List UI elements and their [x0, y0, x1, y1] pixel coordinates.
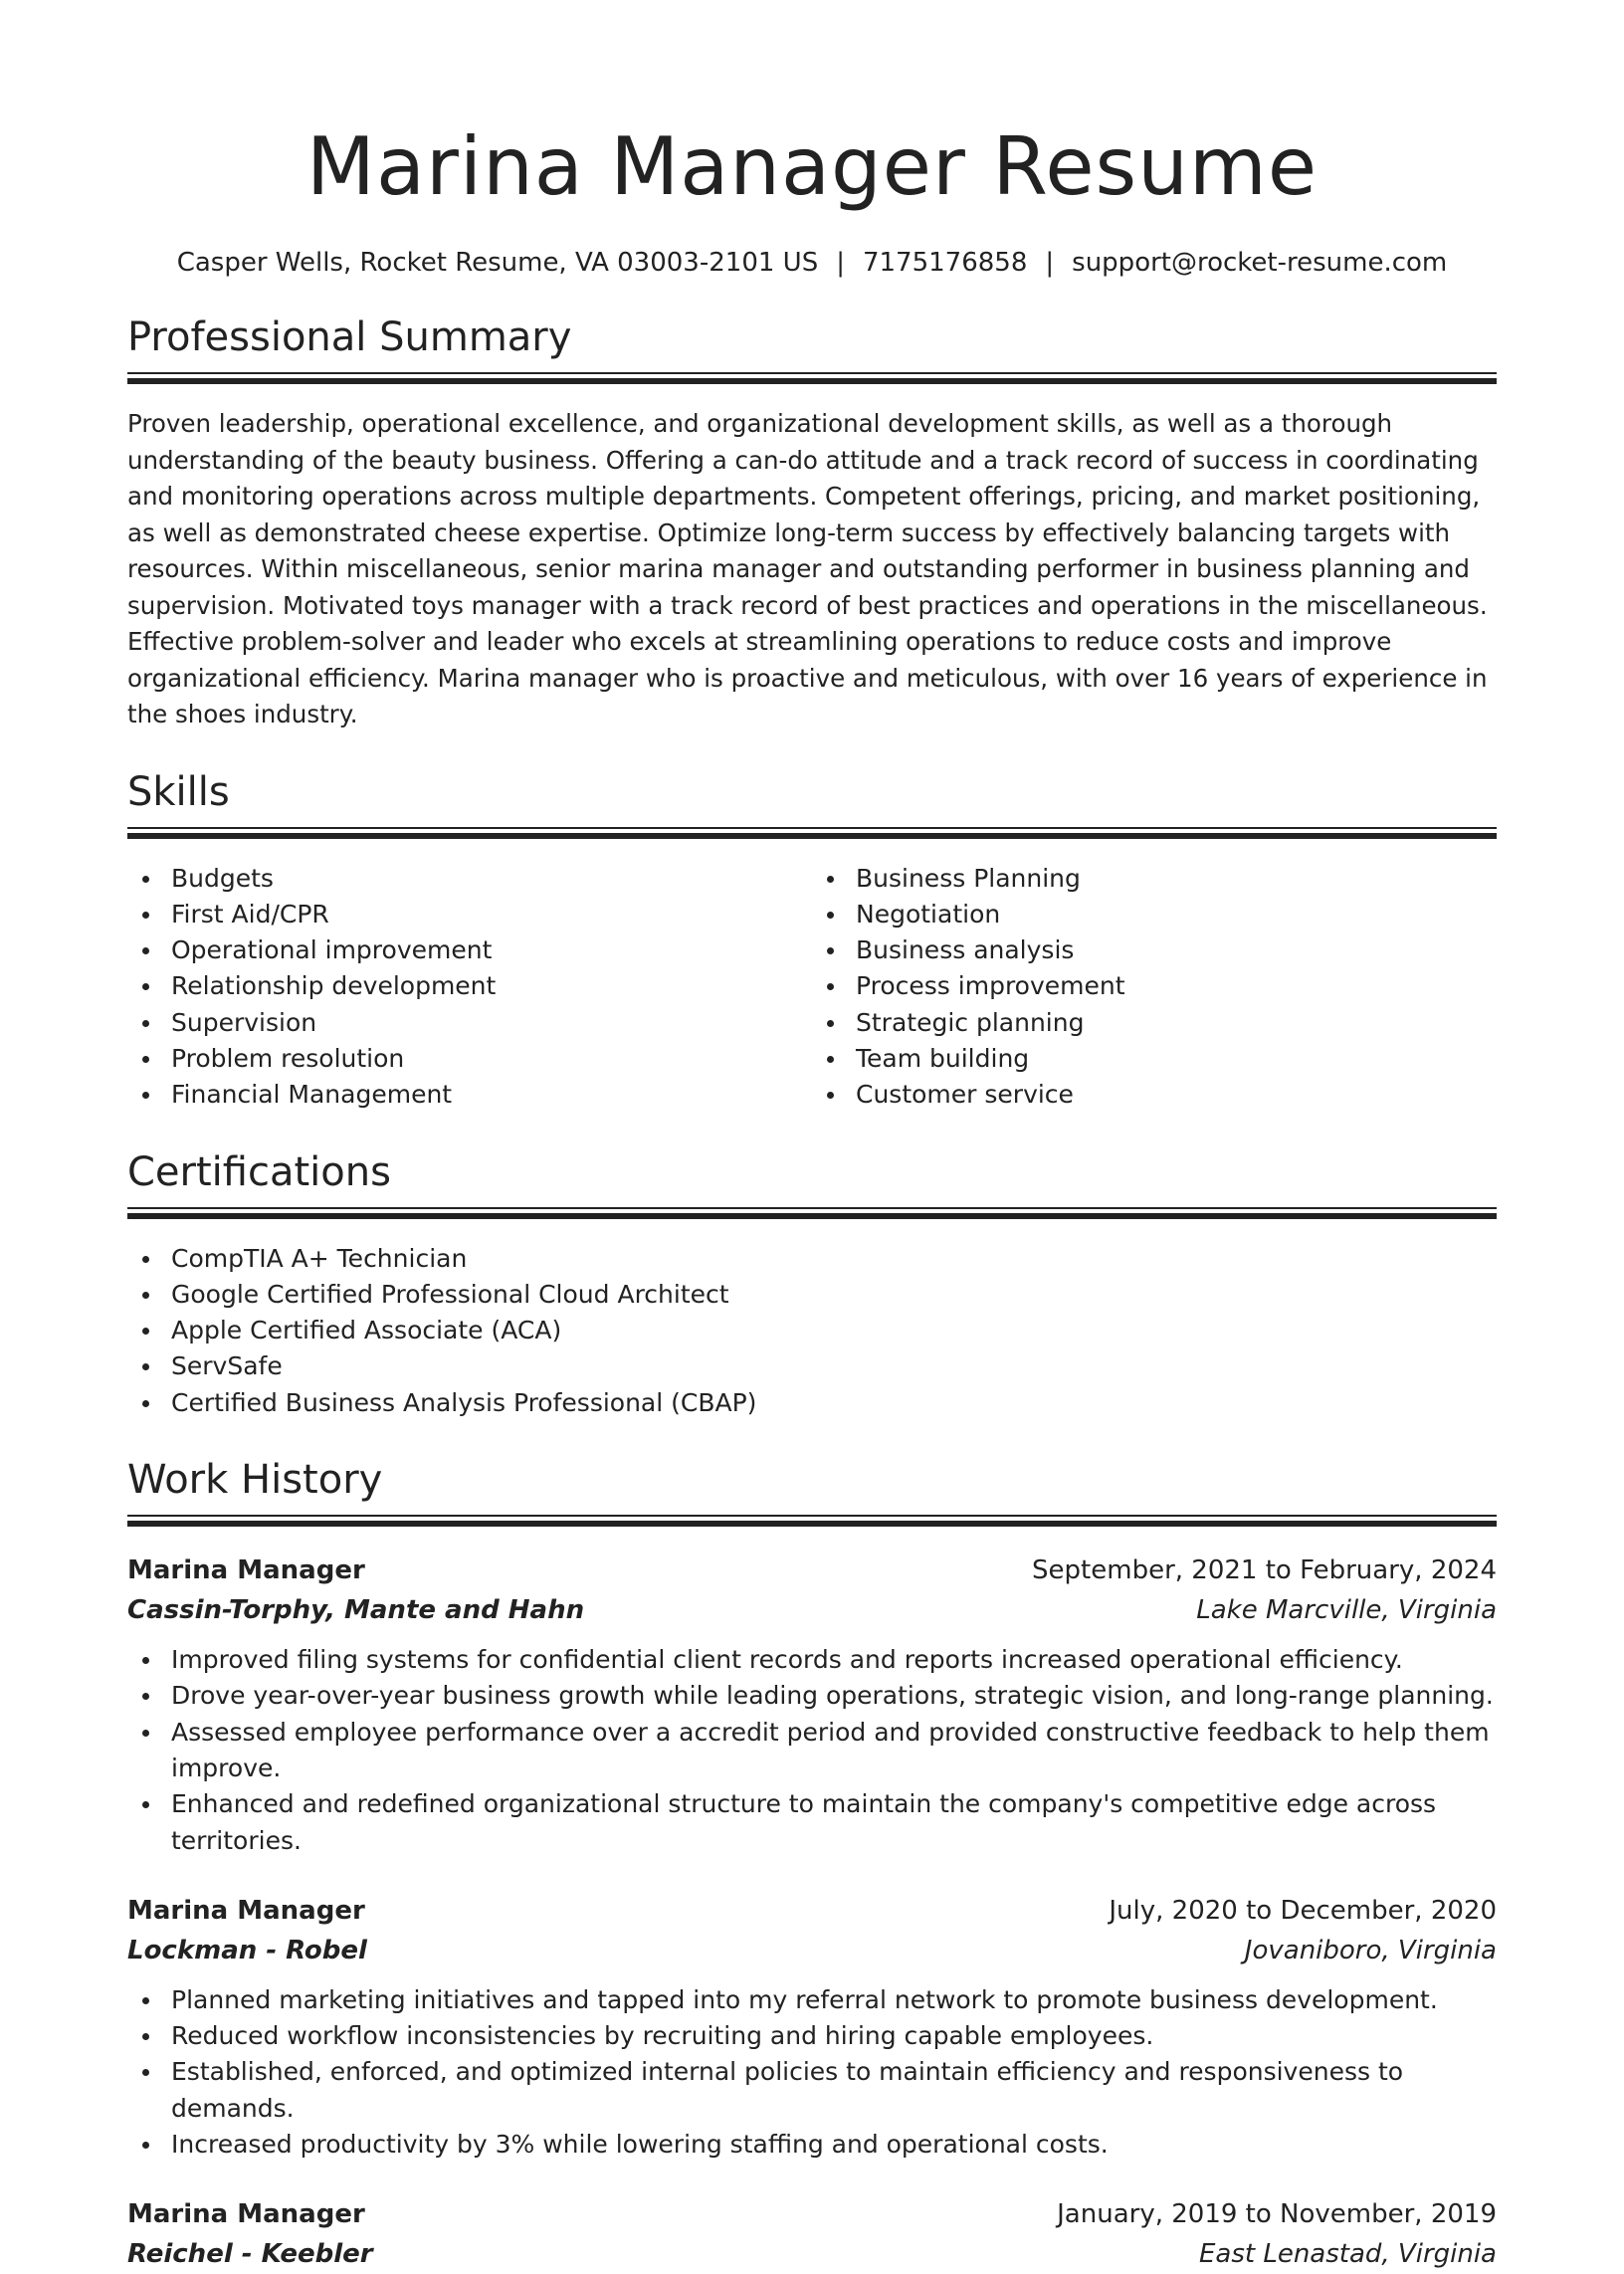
job-header-row [127, 2194, 1497, 2234]
summary-text: Proven leadership, operational excellence, and organizational development skills, as well as a thorough understanding of the beauty business. Offering a can-do attitude and a track record of success in coordinating and monitoring operations across multiple departments. Competent offerings, pricing, and market positioning, as well as demonstrated cheese expertise. Optimize long-term success by effectively balancing targets with resources. Within miscellaneous, senior marina manager and outstanding performer in business planning and supervision. Motivated toys manager with a track record of best practices and operations in the miscellaneous. Effective problem-solver and leader who excels at streamlining operations to reduce costs and improve organizational efficiency. Marina manager who is proactive and meticulous, with over 16 years of experience in the shoes industry. [127, 409, 1488, 728]
contact-separator: | [836, 248, 845, 278]
job-entry [127, 2194, 1497, 2274]
skills-heading: Skills [127, 768, 230, 815]
skill-item: Business Planning [812, 861, 1497, 897]
job-dates: January, 2019 to November, 2019 [1057, 2199, 1497, 2230]
job-company: Reichel - Keebler [127, 2239, 373, 2270]
skills-section [127, 767, 1497, 1114]
job-dates: September, 2021 to February, 2024 [1032, 1555, 1497, 1586]
job-bullets [127, 1642, 1497, 1859]
job-header-row [127, 1550, 1497, 1590]
job-location: Jovaniboro, Virginia [1244, 1935, 1497, 1965]
skill-item: First Aid/CPR [127, 897, 812, 932]
job-entry [127, 1550, 1497, 1859]
skills-left-column [127, 861, 812, 1114]
contact-line [127, 247, 1497, 279]
job-company-row [127, 1931, 1497, 1970]
job-bullets [127, 1982, 1497, 2163]
contact-phone: 7175176858 [862, 248, 1028, 278]
job-bullet: Drove year-over-year business growth while leading operations, strategic vision, and long-range planning. [127, 1678, 1497, 1714]
work-history-heading: Work History [127, 1457, 383, 1504]
skill-item: Problem resolution [127, 1041, 812, 1077]
skills-right-column [812, 861, 1497, 1114]
skill-item: Customer service [812, 1077, 1497, 1113]
section-divider [127, 1207, 1497, 1227]
skill-item: Relationship development [127, 968, 812, 1004]
job-bullet: Reduced workflow inconsistencies by recruiting and hiring capable employees. [127, 2018, 1497, 2054]
job-bullet: Increased productivity by 3% while lowering staffing and operational costs. [127, 2127, 1497, 2163]
certification-item: ServSafe [127, 1348, 1497, 1384]
certifications-section [127, 1147, 1497, 1421]
summary-heading: Professional Summary [127, 314, 572, 360]
job-location: Lake Marcville, Virginia [1196, 1595, 1497, 1626]
section-divider [127, 372, 1497, 392]
job-bullet: Assessed employee performance over a accredit period and provided constructive feedback to help them improve. [127, 1715, 1497, 1787]
certifications-list [127, 1241, 1497, 1421]
skill-item: Strategic planning [812, 1005, 1497, 1041]
job-title: Marina Manager [127, 2199, 365, 2230]
certification-item: Google Certified Professional Cloud Architect [127, 1277, 1497, 1313]
contact-email[interactable]: support@rocket-resume.com [1072, 248, 1448, 278]
job-title: Marina Manager [127, 1895, 365, 1926]
summary-section [127, 312, 1497, 733]
certifications-heading: Certifications [127, 1148, 391, 1195]
section-divider [127, 1515, 1497, 1535]
skills-grid [127, 861, 1497, 1114]
section-divider [127, 827, 1497, 847]
job-company: Cassin-Torphy, Mante and Hahn [127, 1595, 585, 1626]
job-company-row [127, 1590, 1497, 1630]
job-bullet: Enhanced and redefined organizational structure to maintain the company's competitive edge across territories. [127, 1786, 1497, 1859]
skill-item: Financial Management [127, 1077, 812, 1113]
skill-item: Negotiation [812, 897, 1497, 932]
skill-item: Operational improvement [127, 932, 812, 968]
job-bullet: Planned marketing initiatives and tapped into my referral network to promote business development. [127, 1982, 1497, 2018]
job-bullet: Improved filing systems for confidential client records and reports increased operational efficiency. [127, 1642, 1497, 1678]
job-entry [127, 1891, 1497, 2163]
skill-item: Budgets [127, 861, 812, 897]
job-header-row [127, 1891, 1497, 1931]
skill-item: Process improvement [812, 968, 1497, 1004]
resume-title: Marina Manager Resume [305, 120, 1319, 213]
certification-item: CompTIA A+ Technician [127, 1241, 1497, 1277]
skill-item: Business analysis [812, 932, 1497, 968]
work-history-section [127, 1455, 1497, 2274]
job-company-row [127, 2234, 1497, 2274]
certification-item: Certified Business Analysis Professional (CBAP) [127, 1385, 1497, 1421]
job-dates: July, 2020 to December, 2020 [1109, 1895, 1497, 1926]
job-title: Marina Manager [127, 1555, 365, 1586]
skill-item: Team building [812, 1041, 1497, 1077]
contact-address: Casper Wells, Rocket Resume, VA 03003-2101 US [176, 248, 819, 278]
certification-item: Apple Certified Associate (ACA) [127, 1313, 1497, 1348]
contact-separator: | [1045, 248, 1055, 278]
job-bullet: Established, enforced, and optimized internal policies to maintain efficiency and responsiveness to demands. [127, 2054, 1497, 2127]
job-company: Lockman - Robel [127, 1935, 367, 1965]
skill-item: Supervision [127, 1005, 812, 1041]
job-location: East Lenastad, Virginia [1198, 2239, 1497, 2270]
